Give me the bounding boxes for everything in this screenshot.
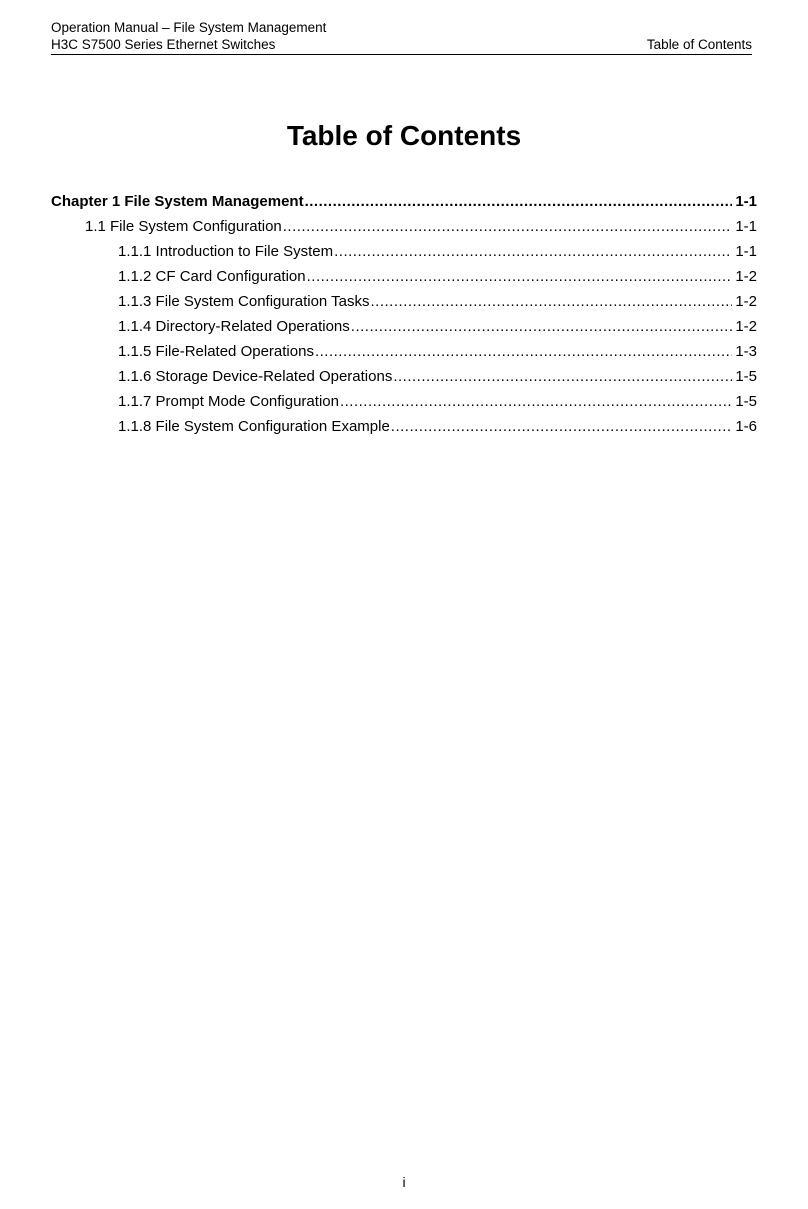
toc-entry-text: Chapter 1 File System Management	[51, 193, 304, 210]
toc-leader-dots	[315, 339, 732, 364]
toc-leader-dots	[334, 239, 732, 264]
toc-entry-text: 1.1.8 File System Configuration Example	[118, 418, 390, 435]
toc-entry-text: 1.1 File System Configuration	[85, 218, 282, 235]
header-product-name: H3C S7500 Series Ethernet Switches	[51, 37, 276, 52]
toc-entry-1-1-5[interactable]	[51, 339, 757, 364]
toc-entry-text: 1.1.6 Storage Device-Related Operations	[118, 368, 393, 385]
toc-entry-page: 1-5	[735, 368, 757, 385]
toc-leader-dots	[307, 264, 733, 289]
toc-entry-1-1-2[interactable]	[51, 264, 757, 289]
toc-entry-page: 1-1	[735, 218, 757, 235]
toc-entry-1-1-4[interactable]	[51, 314, 757, 339]
toc-entry-1-1-1[interactable]	[51, 239, 757, 264]
toc-entry-text: 1.1.5 File-Related Operations	[118, 343, 314, 360]
toc-leader-dots	[305, 189, 733, 214]
toc-leader-dots	[340, 389, 732, 414]
toc-leader-dots	[391, 414, 733, 439]
toc-leader-dots	[283, 214, 733, 239]
toc-entry-chapter-1[interactable]	[51, 189, 757, 214]
toc-entry-page: 1-5	[735, 393, 757, 410]
header-manual-title: Operation Manual – File System Management	[51, 20, 327, 35]
toc-entry-page: 1-2	[735, 268, 757, 285]
toc-entry-page: 1-2	[735, 318, 757, 335]
toc-entry-page: 1-6	[735, 418, 757, 435]
toc-entry-text: 1.1.2 CF Card Configuration	[118, 268, 306, 285]
toc-leader-dots	[393, 364, 732, 389]
header-section-name: Table of Contents	[646, 37, 752, 52]
toc-entry-page: 1-1	[735, 243, 757, 260]
toc-entry-text: 1.1.3 File System Configuration Tasks	[118, 293, 370, 310]
table-of-contents	[51, 189, 757, 439]
toc-leader-dots	[371, 289, 733, 314]
toc-entry-text: 1.1.4 Directory-Related Operations	[118, 318, 350, 335]
toc-entry-page: 1-2	[735, 293, 757, 310]
header-row	[51, 36, 752, 53]
toc-entry-1-1-6[interactable]	[51, 364, 757, 389]
page-number: i	[402, 1174, 406, 1190]
toc-entry-page: 1-3	[735, 343, 757, 360]
toc-entry-text: 1.1.1 Introduction to File System	[118, 243, 334, 260]
toc-entry-1-1-8[interactable]	[51, 414, 757, 439]
page-header	[51, 19, 752, 55]
toc-leader-dots	[351, 314, 733, 339]
toc-entry-1-1[interactable]	[51, 214, 757, 239]
toc-entry-1-1-3[interactable]	[51, 289, 757, 314]
toc-entry-1-1-7[interactable]	[51, 389, 757, 414]
toc-entry-page: 1-1	[735, 193, 757, 210]
page-title: Table of Contents	[286, 120, 522, 151]
toc-entry-text: 1.1.7 Prompt Mode Configuration	[118, 393, 339, 410]
